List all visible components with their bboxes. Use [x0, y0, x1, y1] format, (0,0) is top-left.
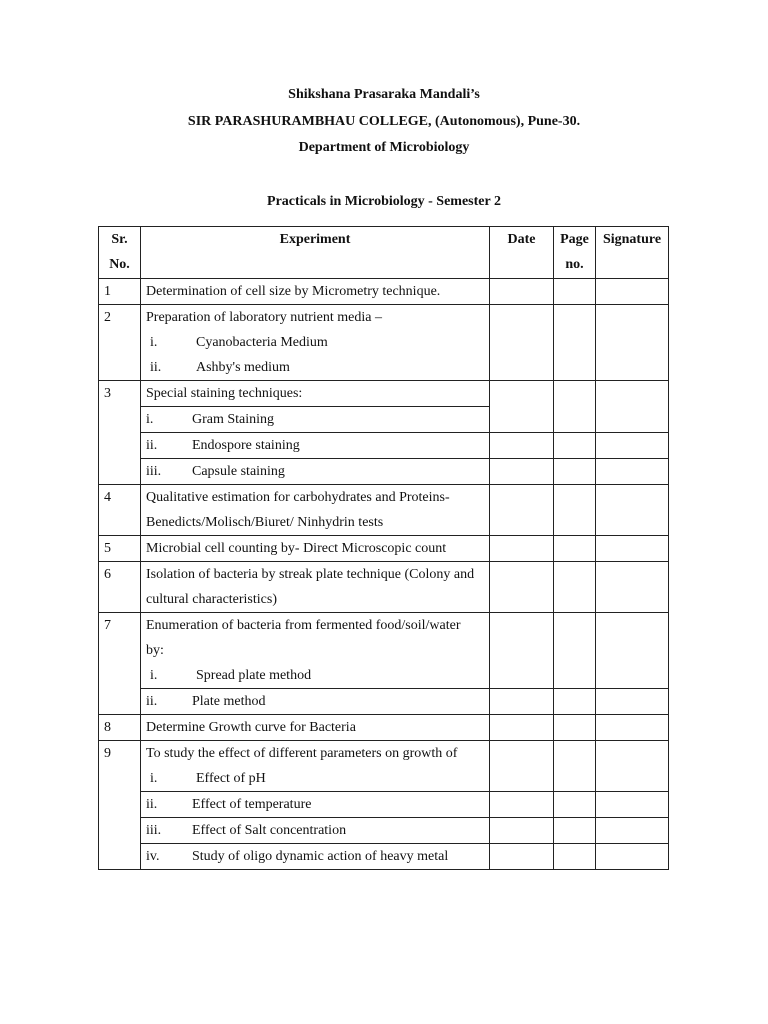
- page-cell: [554, 792, 596, 818]
- experiment-cell: Determination of cell size by Micrometry technique.: [141, 279, 490, 305]
- sub-item: i. Cyanobacteria Medium: [150, 335, 328, 350]
- sub-item: i. Effect of pH: [150, 771, 266, 786]
- page-cell: [554, 459, 596, 485]
- page-cell: [554, 433, 596, 459]
- page-cell: [554, 715, 596, 741]
- table-row: [99, 741, 669, 792]
- signature-cell: [596, 536, 669, 562]
- signature-cell: [596, 689, 669, 715]
- experiment-title: Special staining techniques:: [146, 386, 303, 401]
- page-cell: [554, 485, 596, 536]
- page-cell: [554, 613, 596, 689]
- signature-cell: [596, 715, 669, 741]
- sub-item: ii. Effect of temperature: [141, 792, 490, 818]
- sr-no-cell: 5: [99, 536, 141, 562]
- page-cell: [554, 562, 596, 613]
- date-cell: [490, 562, 554, 613]
- signature-cell: [596, 562, 669, 613]
- table-row: [99, 562, 669, 613]
- sr-no-cell: 8: [99, 715, 141, 741]
- signature-cell: [596, 459, 669, 485]
- experiment-cell: [141, 381, 490, 407]
- sub-item: ii. Endospore staining: [141, 433, 490, 459]
- college-name: SIR PARASHURAMBHAU COLLEGE, (Autonomous), Pune-30.: [187, 114, 581, 129]
- date-cell: [490, 792, 554, 818]
- signature-cell: [596, 741, 669, 792]
- experiment-cell: Qualitative estimation for carbohydrates and Proteins- Benedicts/Molisch/Biuret/ Ninhydrin tests: [141, 485, 490, 536]
- signature-cell: [596, 485, 669, 536]
- table-row: [99, 613, 669, 689]
- signature-cell: [596, 305, 669, 381]
- signature-cell: [596, 818, 669, 844]
- department-name: Department of Microbiology: [298, 140, 470, 155]
- signature-cell: [596, 279, 669, 305]
- date-cell: [490, 818, 554, 844]
- date-cell: [490, 715, 554, 741]
- experiment-cell: [141, 305, 490, 381]
- signature-cell: [596, 433, 669, 459]
- table-row: [99, 485, 669, 536]
- sub-item: iv. Study of oligo dynamic action of heavy metal: [141, 844, 490, 870]
- sr-no-cell: 7: [99, 613, 141, 715]
- table-row: [99, 279, 669, 305]
- date-cell: [490, 433, 554, 459]
- signature-cell: [596, 844, 669, 870]
- page-cell: [554, 689, 596, 715]
- sub-item: i. Spread plate method: [150, 668, 312, 683]
- date-cell: [490, 279, 554, 305]
- page-cell: [554, 741, 596, 792]
- experiment-cell: Enumeration of bacteria from fermented food/soil/water by: i. Spread plate method: [141, 613, 490, 689]
- column-header-page-no: Page no.: [554, 227, 596, 279]
- date-cell: [490, 536, 554, 562]
- sr-no-cell: 9: [99, 741, 141, 870]
- table-row: [99, 381, 669, 407]
- sub-item: ii. Plate method: [141, 689, 490, 715]
- page-cell: [554, 305, 596, 381]
- experiment-cell: Isolation of bacteria by streak plate technique (Colony and cultural characteristics): [141, 562, 490, 613]
- practicals-table: [98, 226, 669, 870]
- date-cell: [490, 741, 554, 792]
- sub-item: ii. Ashby's medium: [150, 360, 290, 375]
- column-header-signature: Signature: [596, 227, 669, 279]
- date-cell: [490, 381, 554, 433]
- document-subtitle: Practicals in Microbiology - Semester 2: [267, 194, 501, 209]
- page-cell: [554, 818, 596, 844]
- date-cell: [490, 613, 554, 689]
- table-subrow: [99, 818, 669, 844]
- table-subrow: [99, 689, 669, 715]
- date-cell: [490, 459, 554, 485]
- experiment-cell: To study the effect of different parameters on growth of i. Effect of pH: [141, 741, 490, 792]
- signature-cell: [596, 381, 669, 433]
- sr-no-cell: 4: [99, 485, 141, 536]
- sub-item: iii. Capsule staining: [141, 459, 490, 485]
- experiment-cell: Microbial cell counting by- Direct Microscopic count: [141, 536, 490, 562]
- table-subrow: [99, 433, 669, 459]
- column-header-sr-no: Sr. No.: [99, 227, 141, 279]
- page-cell: [554, 279, 596, 305]
- page-cell: [554, 536, 596, 562]
- sr-no-cell: 1: [99, 279, 141, 305]
- table-row: [99, 305, 669, 381]
- table-row: [99, 715, 669, 741]
- table-row: [99, 536, 669, 562]
- column-header-experiment: Experiment: [141, 227, 490, 279]
- experiment-cell: Determine Growth curve for Bacteria: [141, 715, 490, 741]
- date-cell: [490, 689, 554, 715]
- date-cell: [490, 485, 554, 536]
- table-subrow: [99, 792, 669, 818]
- org-name: Shikshana Prasaraka Mandali’s: [288, 87, 480, 102]
- table-subrow: [99, 844, 669, 870]
- experiment-title: Preparation of laboratory nutrient media –: [146, 310, 382, 325]
- table-header-row: [99, 227, 669, 279]
- sr-no-cell: 3: [99, 381, 141, 485]
- signature-cell: [596, 792, 669, 818]
- table-subrow: [99, 459, 669, 485]
- page-cell: [554, 381, 596, 433]
- page-cell: [554, 844, 596, 870]
- sr-no-cell: 6: [99, 562, 141, 613]
- signature-cell: [596, 613, 669, 689]
- date-cell: [490, 844, 554, 870]
- sub-item: i. Gram Staining: [141, 407, 490, 433]
- column-header-date: Date: [490, 227, 554, 279]
- sub-item: iii. Effect of Salt concentration: [141, 818, 490, 844]
- date-cell: [490, 305, 554, 381]
- sr-no-cell: 2: [99, 305, 141, 381]
